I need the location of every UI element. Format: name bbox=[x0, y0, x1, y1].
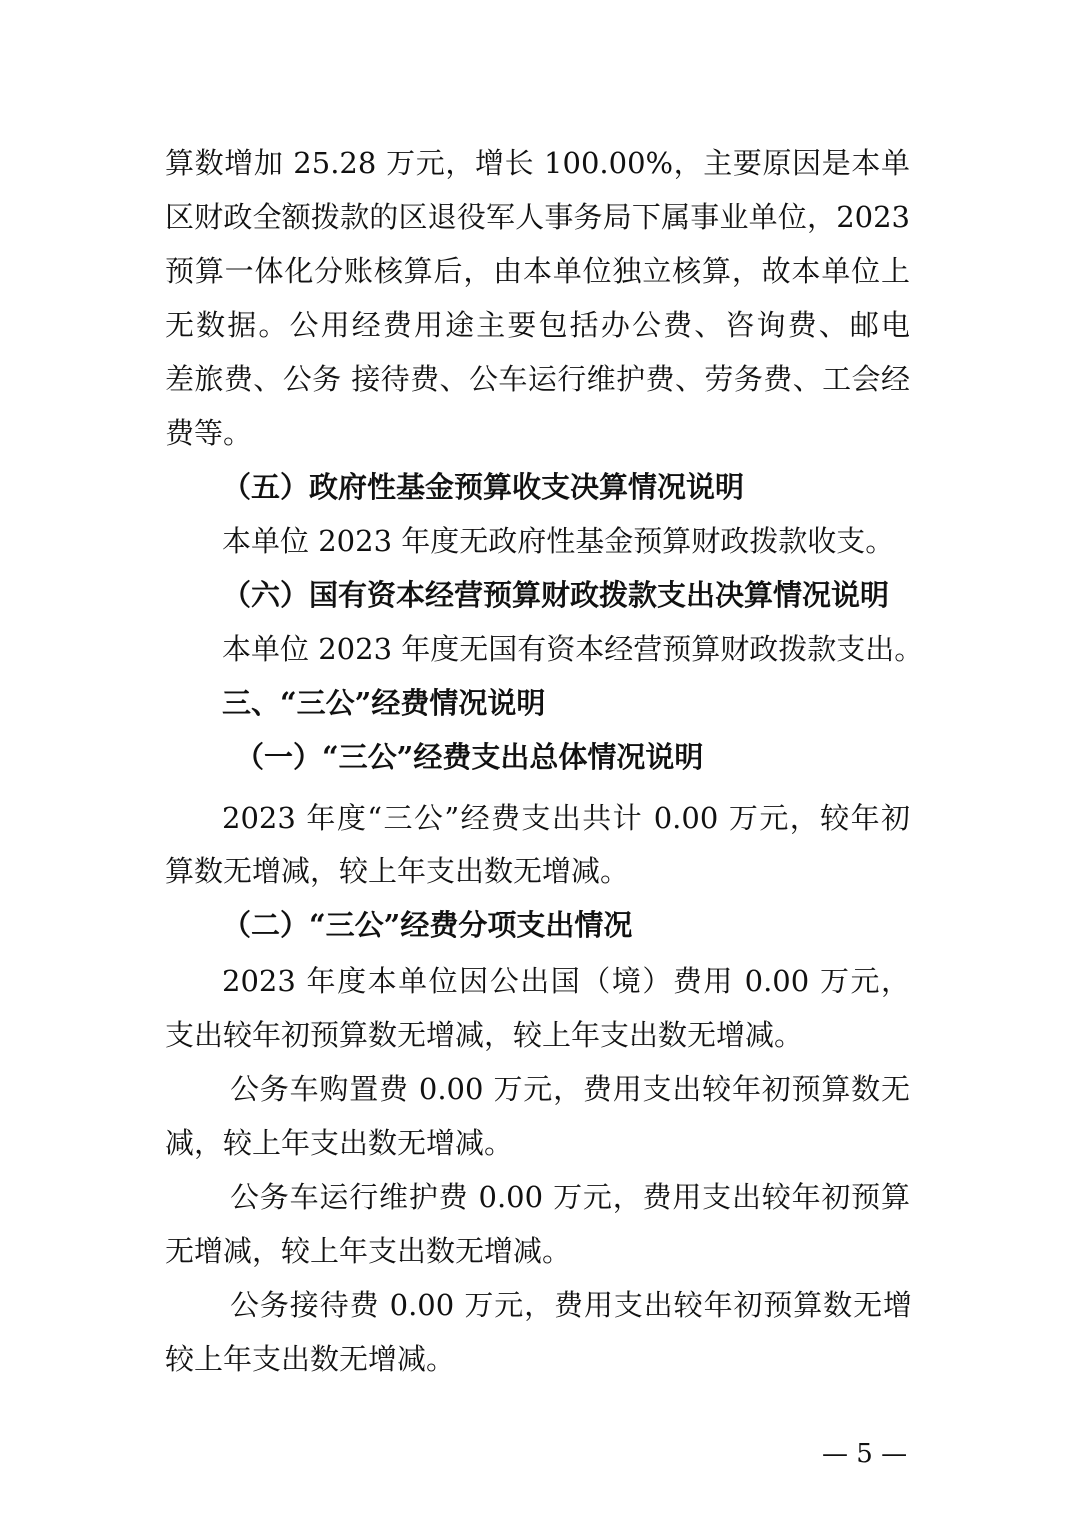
paragraph-line: 无增减，较上年支出数无增减。 bbox=[165, 1234, 572, 1268]
paragraph-line: 2023 年度“三公”经费支出共计 0.00 万元，较年初 bbox=[222, 801, 910, 835]
section-body: 本单位 2023 年度无国有资本经营预算财政拨款支出。 bbox=[222, 632, 924, 666]
paragraph-line: 减，较上年支出数无增减。 bbox=[165, 1126, 514, 1160]
subsection-heading: （一）“三公”经费支出总体情况说明 bbox=[235, 740, 704, 774]
paragraph-line: 费等。 bbox=[165, 416, 253, 450]
paragraph-line: 预算一体化分账核算后，由本单位独立核算，故本单位上 bbox=[165, 254, 910, 288]
subsection-heading: （二）“三公”经费分项支出情况 bbox=[222, 908, 633, 942]
part-heading: 三、“三公”经费情况说明 bbox=[222, 686, 546, 720]
page-number: — 5 — bbox=[822, 1439, 908, 1469]
section-heading: （五）政府性基金预算收支决算情况说明 bbox=[222, 470, 745, 504]
paragraph-line: 公务车购置费 0.00 万元，费用支出较年初预算数无 bbox=[230, 1072, 910, 1106]
paragraph-line: 支出较年初预算数无增减，较上年支出数无增减。 bbox=[165, 1018, 804, 1052]
paragraph-line: 公务车运行维护费 0.00 万元，费用支出较年初预算 bbox=[230, 1180, 910, 1214]
paragraph-line: 区财政全额拨款的区退役军人事务局下属事业单位，2023 bbox=[165, 200, 910, 234]
section-body: 本单位 2023 年度无政府性基金预算财政拨款收支。 bbox=[222, 524, 895, 558]
paragraph-line: 公务接待费 0.00 万元，费用支出较年初预算数无增 bbox=[230, 1288, 912, 1322]
paragraph-line: 算数增加 25.28 万元，增长 100.00%，主要原因是本单 bbox=[165, 146, 910, 180]
paragraph-line: 算数无增减，较上年支出数无增减。 bbox=[165, 854, 630, 888]
paragraph-line: 较上年支出数无增减。 bbox=[165, 1342, 456, 1376]
paragraph-line: 无数据。公用经费用途主要包括办公费、咨询费、邮电 bbox=[165, 308, 910, 342]
section-heading: （六）国有资本经营预算财政拨款支出决算情况说明 bbox=[222, 578, 890, 612]
paragraph-line: 差旅费、公务 接待费、公车运行维护费、劳务费、工会经 bbox=[165, 362, 910, 396]
paragraph-line: 2023 年度本单位因公出国（境）费用 0.00 万元， bbox=[222, 964, 910, 998]
